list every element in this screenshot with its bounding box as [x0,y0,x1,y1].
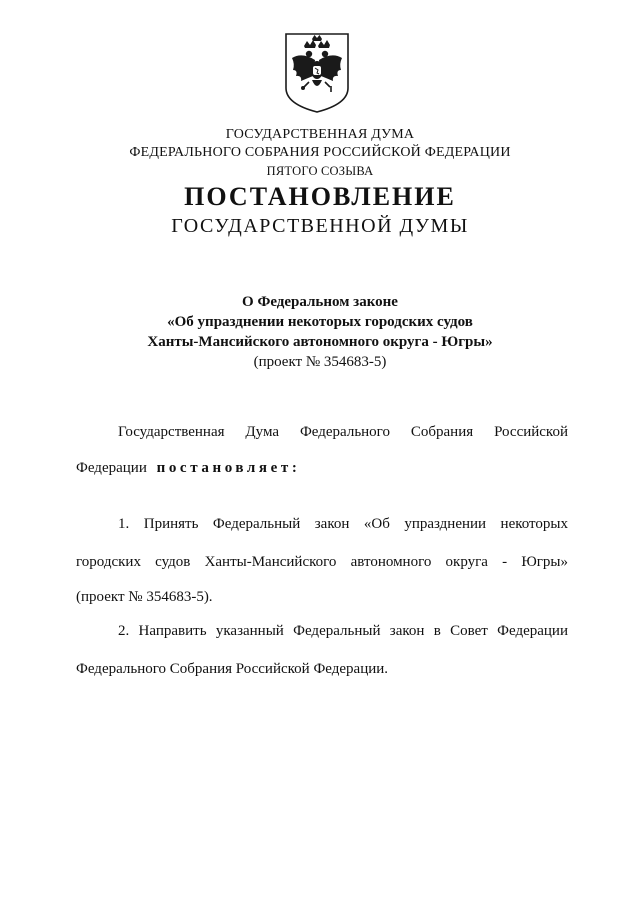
item-1-line-3: (проект № 354683-5). [76,589,213,605]
subject-line-1: О Федеральном законе [242,294,398,310]
resolves-verb: постановляет: [156,460,301,476]
preamble-line-2 [76,459,568,478]
project-number: (проект № 354683-5) [253,354,387,370]
preamble-line-1: Государственная Дума Федерального Собрания Российской [118,424,568,440]
preamble-subject: Федерации [76,460,147,476]
subject-line-3: Ханты-Мансийского автономного округа - Югры» [147,334,493,350]
item-2-line-2: Федерального Собрания Российской Федерации. [76,661,389,677]
document-subtitle: ГОСУДАРСТВЕННОЙ ДУМЫ [171,215,469,237]
item-1-line-2: городских судов Ханты-Мансийского автономного округа - Югры» [76,554,568,570]
org-name-line-1: ГОСУДАРСТВЕННАЯ ДУМА [225,127,415,142]
document-title: ПОСТАНОВЛЕНИЕ [184,182,456,211]
subject-line-2: «Об упразднении некоторых городских судов [167,314,473,330]
coat-of-arms-icon [282,30,352,114]
convocation-line: ПЯТОГО СОЗЫВА [266,164,374,178]
item-1-line-1: 1. Принять Федеральный закон «Об упразднении некоторых [118,516,568,532]
org-name-line-2: ФЕДЕРАЛЬНОГО СОБРАНИЯ РОССИЙСКОЙ ФЕДЕРАЦИИ [129,145,511,160]
item-2-line-1: 2. Направить указанный Федеральный закон в Совет Федерации [118,623,568,639]
